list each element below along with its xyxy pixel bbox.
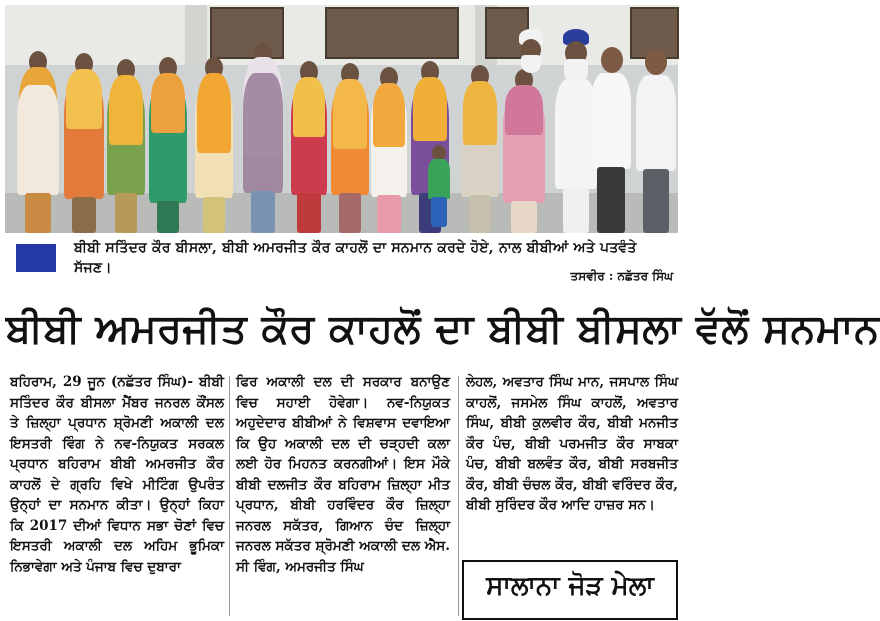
photo-caption: ਬੀਬੀ ਸਤਿੰਦਰ ਕੌਰ ਬੀਸਲਾ, ਬੀਬੀ ਅਮਰਜੀਤ ਕੌਰ ਕਾਹਲੋਂ ਦਾ ਸਨਮਾਨ ਕਰਦੇ ਹੋਏ, ਨਾਲ ਬੀਬੀਆਂ ਅਤੇ ਪਤਵੰਤੇ ਸੱਜਣ। [74, 240, 637, 276]
caption-marker [16, 244, 56, 272]
article-column-3: ਲੇਹਲ, ਅਵਤਾਰ ਸਿੰਘ ਮਾਨ, ਜਸਪਾਲ ਸਿੰਘ ਕਾਹਲੋਂ, ਜਸਮੇਲ ਸਿੰਘ ਕਾਹਲੋਂ, ਅਵਤਾਰ ਸਿੰਘ, ਬੀਬੀ ਕੁਲਵੀਰ ਕੌਰ, ਬੀਬੀ ਮਨਜੀਤ ਕੌਰ ਪੰਚ, ਬੀਬੀ ਪਰਮਜੀਤ ਕੌਰ ਸਾਬਕਾ ਪੰਚ, ਬੀਬੀ ਬਲਵੰਤ ਕੌਰ, ਬੀਬੀ ਸਰਬਜੀਤ ਕੌਰ, ਬੀਬੀ ਚੰਚਲ ਕੌਰ, ਬੀਬੀ ਵਰਿੰਦਰ ਕੌਰ, ਬੀਬੀ ਸੁਰਿੰਦਰ ਕੌਰ ਆਦਿ ਹਾਜ਼ਰ ਸਨ। [466, 374, 678, 513]
article-column-1: ਬਹਿਰਾਮ, 29 ਜੂਨ (ਨਛੱਤਰ ਸਿੰਘ)- ਬੀਬੀ ਸਤਿੰਦਰ ਕੌਰ ਬੀਸਲਾ ਮੈਂਬਰ ਜਨਰਲ ਕੌਂਸਲ ਤੇ ਜ਼ਿਲ੍ਹਾ ਪ੍ਰਧਾਨ ਸ਼੍ਰੋਮਣੀ ਅਕਾਲੀ ਦਲ ਇਸਤਰੀ ਵਿੰਗ ਨੇ ਨਵ-ਨਿਯੁਕਤ ਸਰਕਲ ਪ੍ਰਧਾਨ ਬਹਿਰਾਮ ਬੀਬੀ ਅਮਰਜੀਤ ਕੌਰ ਕਾਹਲੋਂ ਦੇ ਗ੍ਰਹਿ ਵਿਖੇ ਮੀਟਿੰਗ ਉਪਰੰਤ ਉਨ੍ਹਾਂ ਦਾ ਸਨਮਾਨ ਕੀਤਾ। ਉਨ੍ਹਾਂ ਕਿਹਾ ਕਿ 2017 ਦੀਆਂ ਵਿਧਾਨ ਸਭਾ ਚੋਣਾਂ ਵਿਚ ਇਸਤਰੀ ਅਕਾਲੀ ਦਲ ਅਹਿਮ ਭੂਮਿਕਾ ਨਿਭਾਵੇਗਾ ਅਤੇ ਪੰਜਾਬ ਵਿਚ ਦੁਬਾਰਾ [10, 374, 224, 575]
headline: ਬੀਬੀ ਅਮਰਜੀਤ ਕੌਰ ਕਾਹਲੋਂ ਦਾ ਬੀਬੀ ਬੀਸਲਾ ਵੱਲੋਂ ਸਨਮਾਨ [6, 305, 880, 352]
article-column-2: ਫਿਰ ਅਕਾਲੀ ਦਲ ਦੀ ਸਰਕਾਰ ਬਨਾਉਣ ਵਿਚ ਸਹਾਈ ਹੋਵੇਗਾ। ਨਵ-ਨਿਯੁਕਤ ਅਹੁਦੇਦਾਰ ਬੀਬੀਆਂ ਨੇ ਵਿਸ਼ਵਾਸ ਦਵਾਇਆ ਕਿ ਉਹ ਅਕਾਲੀ ਦਲ ਦੀ ਚੜ੍ਹਦੀ ਕਲਾ ਲਈ ਹੋਰ ਮਿਹਨਤ ਕਰਨਗੀਆਂ। ਇਸ ਮੌਕੇ ਬੀਬੀ ਦਲਜੀਤ ਕੌਰ ਬਹਿਰਾਮ ਜ਼ਿਲ੍ਹਾ ਮੀਤ ਪ੍ਰਧਾਨ, ਬੀਬੀ ਹਰਵਿੰਦਰ ਕੌਰ ਜ਼ਿਲ੍ਹਾ ਜਨਰਲ ਸਕੱਤਰ, ਗਿਆਨ ਚੰਦ ਜ਼ਿਲ੍ਹਾ ਜਨਰਲ ਸਕੱਤਰ ਸ਼੍ਰੋਮਣੀ ਅਕਾਲੀ ਦਲ ਐਸ. ਸੀ ਵਿੰਗ, ਅਮਰਜੀਤ ਸਿੰਘ [236, 374, 450, 575]
photo-credit: ਤਸਵੀਰ : ਨਛੱਤਰ ਸਿੰਘ [570, 269, 673, 283]
news-photo [5, 5, 678, 233]
column-divider [458, 376, 459, 616]
column-divider [229, 376, 230, 616]
next-story-title: ਸਾਲਾਨਾ ਜੋੜ ਮੇਲਾ [486, 571, 654, 601]
next-story-box [462, 560, 678, 620]
